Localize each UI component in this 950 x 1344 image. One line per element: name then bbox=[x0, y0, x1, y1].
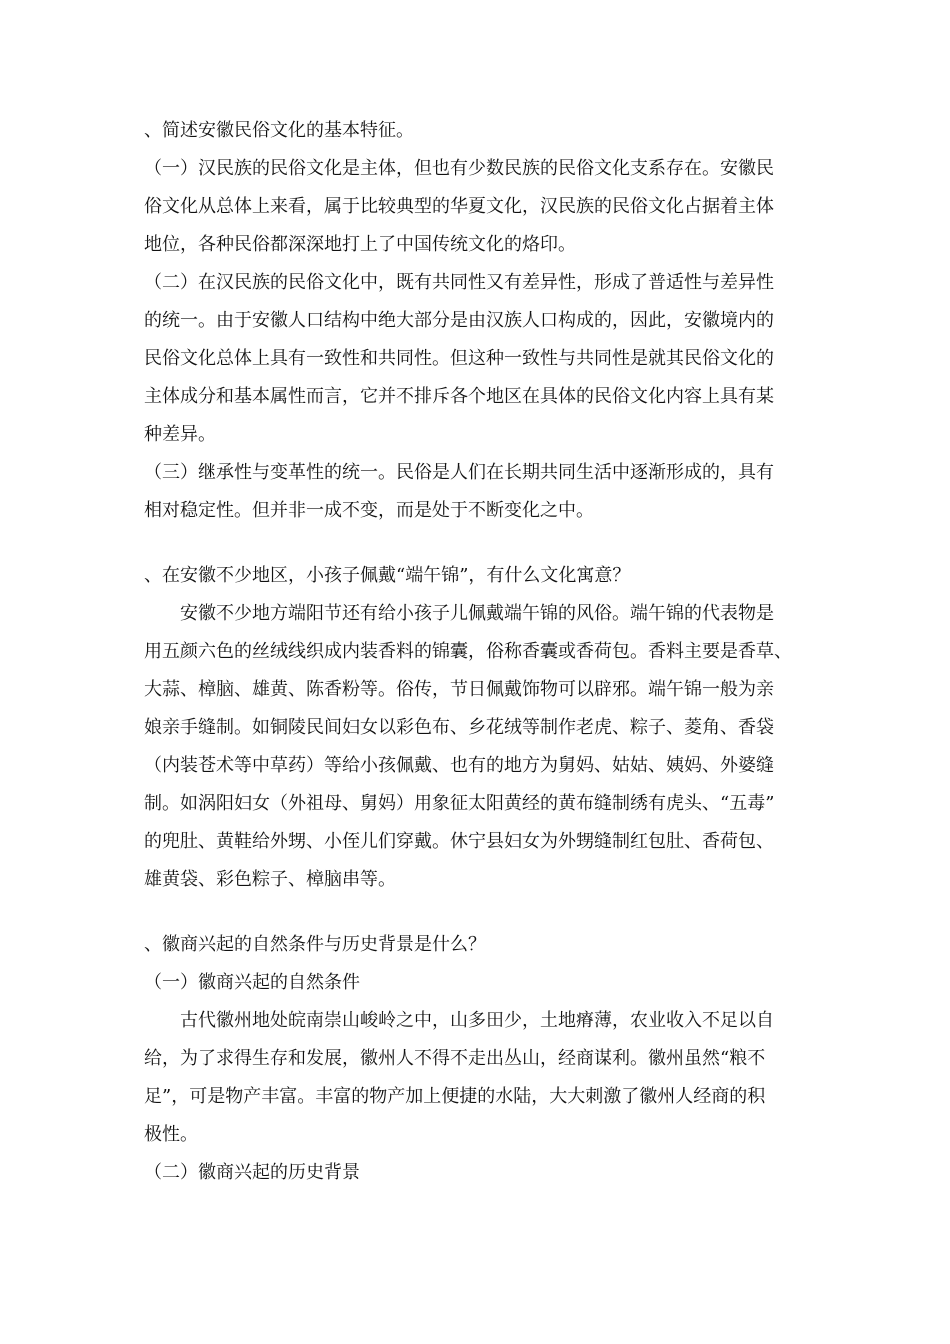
paragraph-line: 雄黄袋、彩色粽子、樟脑串等。 bbox=[144, 869, 396, 890]
section-spacer bbox=[144, 899, 808, 926]
paragraph-line: 民俗文化总体上具有一致性和共同性。但这种一致性与共同性是就其民俗文化的 bbox=[144, 348, 774, 369]
paragraph-line: 古代徽州地处皖南崇山峻岭之中，山多田少，土地瘠薄，农业收入不足以自 bbox=[180, 1010, 774, 1031]
paragraph-line: 俗文化从总体上来看，属于比较典型的华夏文化，汉民族的民俗文化占据着主体 bbox=[144, 196, 774, 217]
paragraph-line: （内装苍术等中草药）等给小孩佩戴、也有的地方为舅妈、姑姑、姨妈、外婆缝 bbox=[144, 755, 774, 776]
document-page bbox=[144, 112, 808, 1192]
paragraph-line: 大蒜、樟脑、雄黄、陈香粉等。俗传，节日佩戴饰物可以辟邪。端午锦一般为亲 bbox=[144, 679, 774, 700]
paragraph-line: 足”，可是物产丰富。丰富的物产加上便捷的水陆，大大刺激了徽州人经商的积 bbox=[144, 1086, 766, 1107]
paragraph-line: 主体成分和基本属性而言，它并不排斥各个地区在具体的民俗文化内容上具有某 bbox=[144, 386, 774, 407]
section-1 bbox=[144, 112, 808, 530]
paragraph-line: 地位，各种民俗都深深地打上了中国传统文化的烙印。 bbox=[144, 234, 576, 255]
subsection-heading: （二）徽商兴起的历史背景 bbox=[144, 1162, 360, 1183]
paragraph-line: （三）继承性与变革性的统一。民俗是人们在长期共同生活中逐渐形成的，具有 bbox=[144, 462, 774, 483]
paragraph-line: 极性。 bbox=[144, 1124, 198, 1145]
paragraph-line: 给，为了求得生存和发展，徽州人不得不走出丛山，经商谋利。徽州虽然“粮不 bbox=[144, 1048, 766, 1069]
section-2-title: 、在安徽不少地区，小孩子佩戴“端午锦”，有什么文化寓意？ bbox=[144, 565, 631, 586]
paragraph-line: 制。如涡阳妇女（外祖母、舅妈）用象征太阳黄经的黄布缝制绣有虎头、“五毒” bbox=[144, 793, 775, 814]
section-spacer bbox=[144, 530, 808, 557]
paragraph-line: 的统一。由于安徽人口结构中绝大部分是由汉族人口构成的，因此，安徽境内的 bbox=[144, 310, 774, 331]
section-2 bbox=[144, 557, 808, 899]
paragraph-line: 相对稳定性。但并非一成不变，而是处于不断变化之中。 bbox=[144, 500, 594, 521]
paragraph-line: （二）在汉民族的民俗文化中，既有共同性又有差异性，形成了普适性与差异性 bbox=[144, 272, 774, 293]
subsection-heading: （一）徽商兴起的自然条件 bbox=[144, 972, 360, 993]
section-3 bbox=[144, 926, 808, 1192]
paragraph-line: 的兜肚、黄鞋给外甥、小侄儿们穿戴。休宁县妇女为外甥缝制红包肚、香荷包、 bbox=[144, 831, 774, 852]
paragraph-line: （一）汉民族的民俗文化是主体，但也有少数民族的民俗文化支系存在。安徽民 bbox=[144, 158, 774, 179]
paragraph-line: 娘亲手缝制。如铜陵民间妇女以彩色布、乡花绒等制作老虎、粽子、菱角、香袋 bbox=[144, 717, 774, 738]
section-3-title: 、徽商兴起的自然条件与历史背景是什么？ bbox=[144, 934, 486, 955]
paragraph-line: 用五颜六色的丝绒线织成内装香料的锦囊，俗称香囊或香荷包。香料主要是香草、 bbox=[144, 641, 792, 662]
paragraph-line: 安徽不少地方端阳节还有给小孩子儿佩戴端午锦的风俗。端午锦的代表物是 bbox=[180, 603, 774, 624]
section-1-title: 、简述安徽民俗文化的基本特征。 bbox=[144, 120, 414, 141]
paragraph-line: 种差异。 bbox=[144, 424, 216, 445]
